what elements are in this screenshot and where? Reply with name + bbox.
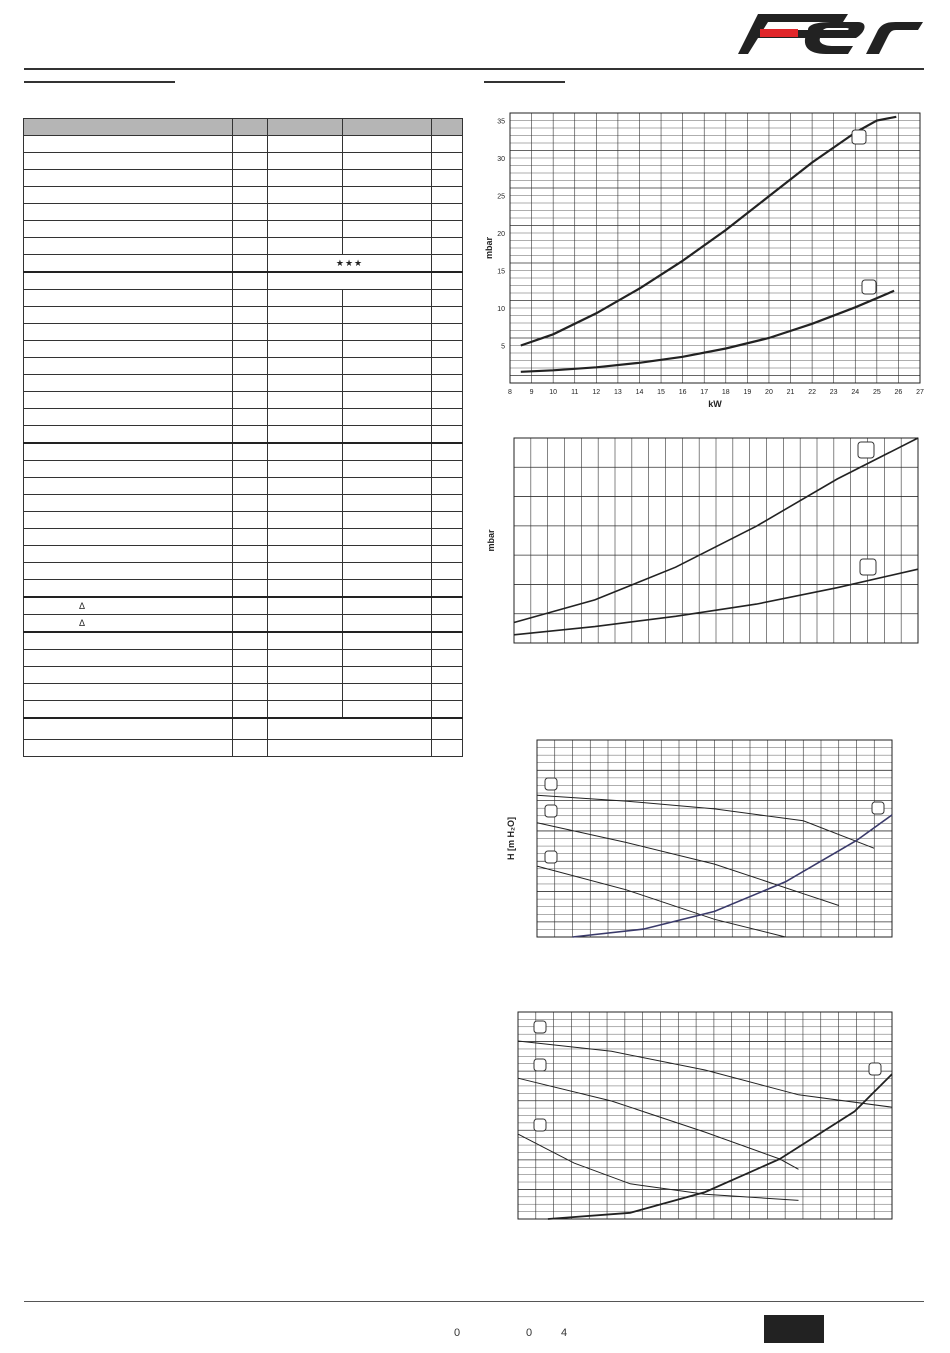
x-tick-label: 15	[657, 389, 665, 396]
y-axis-label: mbar	[484, 236, 494, 260]
table-row	[24, 272, 463, 290]
x-tick-label: 27	[916, 389, 924, 396]
table-row	[24, 341, 463, 358]
table-row	[24, 170, 463, 187]
curve-marker-box	[869, 1063, 881, 1075]
technical-data-table	[23, 118, 463, 757]
x-tick-label: 26	[894, 389, 903, 396]
x-tick-label: 9	[529, 389, 534, 396]
table-row	[24, 667, 463, 684]
series-line	[518, 1041, 892, 1107]
table-row	[24, 221, 463, 238]
x-tick-label: 17	[700, 389, 709, 396]
table-row	[24, 443, 463, 461]
series-line	[521, 117, 897, 346]
x-tick-label: 14	[635, 389, 644, 396]
series-line	[537, 823, 839, 906]
footer-number-left: 0	[454, 1327, 461, 1339]
delta-symbol: Δ	[24, 615, 233, 633]
curve-marker-box	[860, 559, 876, 575]
curve-marker-box	[872, 802, 884, 814]
fer-logo	[738, 10, 923, 58]
table-row	[24, 529, 463, 546]
series-line	[548, 1074, 892, 1219]
x-axis-label: kW	[708, 399, 722, 409]
section-heading-rule-left	[24, 81, 175, 83]
curve-marker-box	[862, 280, 876, 294]
y-tick-label: 10	[497, 306, 505, 313]
table-row	[24, 580, 463, 598]
curve-marker-box	[534, 1119, 546, 1131]
series-line	[521, 291, 894, 372]
curve-marker-box	[858, 442, 874, 458]
table-row	[24, 290, 463, 307]
curve-marker-box	[545, 851, 557, 863]
table-row	[24, 495, 463, 512]
curve-marker-box	[545, 778, 557, 790]
table-row	[24, 597, 463, 615]
table-row	[24, 238, 463, 255]
footer-page-number: 4	[561, 1327, 568, 1339]
x-tick-label: 25	[872, 389, 881, 396]
table-header-row	[24, 119, 463, 136]
table-row	[24, 650, 463, 667]
pump-head-chart-2	[500, 1005, 900, 1230]
table-row	[24, 512, 463, 529]
table-row	[24, 324, 463, 341]
table-row	[24, 204, 463, 221]
delta-symbol: Δ	[24, 597, 233, 615]
footer-rule	[24, 1301, 924, 1302]
footer-number-mid: 0	[526, 1327, 533, 1339]
x-tick-label: 23	[829, 389, 838, 396]
y-axis-label: mbar	[486, 529, 496, 552]
x-tick-label: 10	[549, 389, 558, 396]
table-row	[24, 632, 463, 650]
y-tick-label: 5	[501, 343, 505, 351]
table-row	[24, 409, 463, 426]
section-heading-rule-right	[484, 81, 565, 83]
table-row	[24, 307, 463, 324]
y-tick-label: 15	[497, 268, 505, 276]
table-row	[24, 701, 463, 719]
x-tick-label: 19	[743, 389, 752, 396]
table-row	[24, 478, 463, 495]
gas-pressure-chart	[480, 108, 930, 413]
curve-marker-box	[534, 1059, 546, 1071]
x-tick-label: 11	[571, 389, 579, 396]
x-tick-label: 12	[592, 389, 601, 396]
table-row	[24, 615, 463, 633]
series-line	[537, 795, 874, 848]
x-tick-label: 13	[613, 389, 622, 396]
table-row	[24, 718, 463, 740]
efficiency-stars: ★★★	[268, 255, 432, 273]
table-row	[24, 684, 463, 701]
curve-marker-box	[852, 130, 866, 144]
y-tick-label: 30	[497, 156, 505, 163]
x-tick-label: 18	[721, 389, 730, 396]
table-row	[24, 187, 463, 204]
y-tick-label: 35	[497, 118, 505, 126]
pump-head-chart-1	[500, 735, 900, 945]
table-row	[24, 358, 463, 375]
table-row	[24, 546, 463, 563]
x-tick-label: 24	[851, 389, 860, 396]
table-row	[24, 392, 463, 409]
table-row	[24, 461, 463, 478]
x-tick-label: 20	[765, 389, 773, 396]
y-axis-label: H [m H₂O]	[506, 817, 516, 860]
x-tick-label: 22	[808, 389, 817, 396]
footer-label-box	[764, 1315, 824, 1343]
table-row	[24, 563, 463, 580]
table-row	[24, 153, 463, 170]
curve-marker-box	[534, 1021, 546, 1033]
table-row	[24, 136, 463, 153]
x-tick-label: 16	[678, 389, 687, 396]
x-tick-label: 8	[508, 389, 512, 396]
x-tick-label: 21	[786, 389, 795, 396]
pressure-drop-chart	[480, 430, 930, 650]
table-row	[24, 426, 463, 444]
table-row	[24, 740, 463, 757]
table-row	[24, 375, 463, 392]
y-tick-label: 25	[497, 193, 505, 201]
y-tick-label: 20	[497, 231, 505, 238]
header-rule	[24, 68, 924, 70]
table-row	[24, 255, 463, 273]
curve-marker-box	[545, 805, 557, 817]
